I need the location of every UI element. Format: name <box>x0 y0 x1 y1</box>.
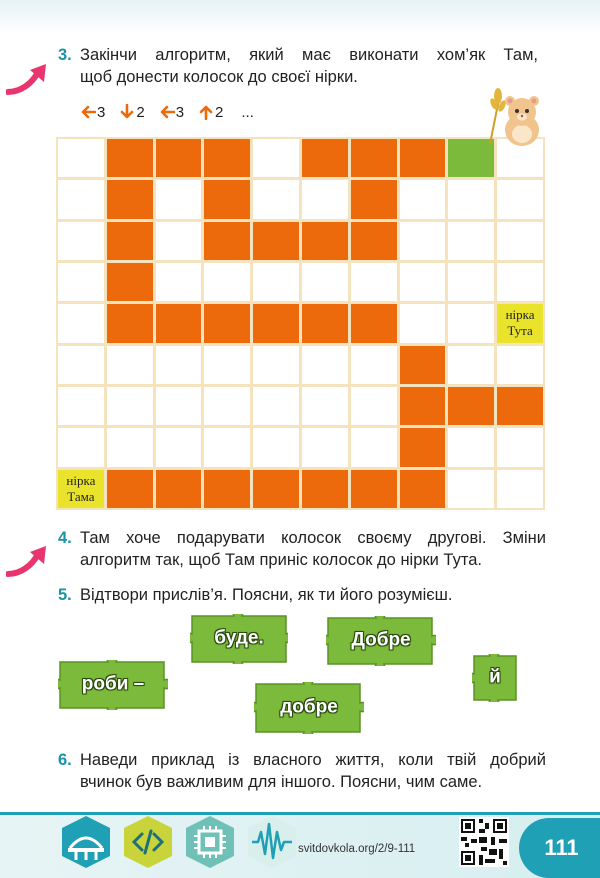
step-value: 2 <box>136 103 145 121</box>
empty-cell <box>204 263 250 301</box>
path-cell <box>400 346 446 384</box>
empty-cell <box>107 346 153 384</box>
task-number: 6. <box>58 751 72 769</box>
empty-cell <box>497 470 543 508</box>
empty-cell <box>400 180 446 218</box>
path-cell <box>253 222 299 260</box>
task-number: 3. <box>58 46 72 64</box>
task-text: вчинок був важливим для іншого. Поясни, чим саме. <box>80 773 483 791</box>
path-cell <box>351 304 397 342</box>
algorithm-step <box>198 104 223 121</box>
empty-cell <box>400 222 446 260</box>
burrow-tam <box>58 470 104 508</box>
empty-cell <box>302 180 348 218</box>
task-text: Закінчи алгоритм, який має виконати хом’як Там, <box>80 46 538 64</box>
path-cell <box>253 470 299 508</box>
path-cell <box>400 139 446 177</box>
path-cell <box>351 139 397 177</box>
task-number: 5. <box>58 586 72 604</box>
empty-cell <box>253 180 299 218</box>
puzzle-piece[interactable] <box>326 616 436 666</box>
step-value: 3 <box>97 103 106 121</box>
empty-cell <box>497 346 543 384</box>
burrow-label: Тута <box>507 323 533 339</box>
step-value: 3 <box>175 103 185 121</box>
path-cell <box>156 304 202 342</box>
path-cell <box>204 470 250 508</box>
path-cell <box>204 304 250 342</box>
algorithm-step <box>80 104 105 121</box>
arrow-left-icon <box>159 104 175 120</box>
task-3 <box>58 44 540 90</box>
puzzle-word: Добре <box>351 629 411 651</box>
burrow-label: нірка <box>66 472 96 488</box>
footer-url[interactable]: svitdovkola.org/2/9-111 <box>298 843 416 855</box>
empty-cell <box>253 346 299 384</box>
path-cell <box>448 387 494 425</box>
empty-cell <box>448 428 494 466</box>
empty-cell <box>448 346 494 384</box>
algorithm-continue: ... <box>241 103 254 121</box>
burrow-tut <box>497 304 543 342</box>
path-cell <box>107 470 153 508</box>
algorithm-row <box>80 101 254 123</box>
path-cell <box>351 180 397 218</box>
empty-cell <box>351 346 397 384</box>
soundwave-icon <box>244 814 300 870</box>
path-cell <box>156 470 202 508</box>
empty-cell <box>302 346 348 384</box>
task-text: Там хоче подарувати колосок своєму другові. Зміни <box>80 529 546 547</box>
empty-cell <box>302 387 348 425</box>
page-number: 111 <box>519 818 600 878</box>
empty-cell <box>58 222 104 260</box>
qr-code-icon[interactable] <box>459 817 509 867</box>
code-icon <box>120 814 176 870</box>
path-cell <box>204 222 250 260</box>
empty-cell <box>448 180 494 218</box>
chip-icon <box>182 814 238 870</box>
arrow-up-icon <box>198 104 214 120</box>
empty-cell <box>58 180 104 218</box>
empty-cell <box>107 387 153 425</box>
empty-cell <box>497 263 543 301</box>
empty-cell <box>253 387 299 425</box>
empty-cell <box>302 428 348 466</box>
algorithm-step <box>159 104 184 121</box>
task-5 <box>58 584 548 608</box>
empty-cell <box>204 346 250 384</box>
pointer-arrow-icon <box>6 544 48 578</box>
task-text: Наведи приклад із власного життя, коли твій добрий <box>80 751 546 769</box>
task-text: алгоритм так, щоб Там приніс колосок до нірки Тута. <box>80 551 482 569</box>
path-cell <box>204 139 250 177</box>
empty-cell <box>497 428 543 466</box>
empty-cell <box>448 222 494 260</box>
empty-cell <box>448 470 494 508</box>
path-cell <box>156 139 202 177</box>
puzzle-word: й <box>489 666 501 688</box>
puzzle-piece[interactable] <box>190 614 288 664</box>
path-cell <box>107 304 153 342</box>
path-cell <box>107 139 153 177</box>
empty-cell <box>351 428 397 466</box>
path-cell <box>302 222 348 260</box>
empty-cell <box>156 222 202 260</box>
empty-cell <box>58 387 104 425</box>
empty-cell <box>302 263 348 301</box>
empty-cell <box>156 387 202 425</box>
path-cell <box>302 139 348 177</box>
algorithm-step <box>119 104 144 121</box>
empty-cell <box>58 304 104 342</box>
empty-cell <box>58 346 104 384</box>
puzzle-piece[interactable] <box>472 654 518 702</box>
path-cell <box>497 387 543 425</box>
burrow-label: Тама <box>67 488 95 504</box>
burrow-label: нірка <box>505 307 535 323</box>
empty-cell <box>253 263 299 301</box>
path-cell <box>107 263 153 301</box>
empty-cell <box>497 222 543 260</box>
empty-cell <box>58 263 104 301</box>
path-cell <box>400 428 446 466</box>
empty-cell <box>448 304 494 342</box>
puzzle-piece[interactable] <box>254 682 364 734</box>
empty-cell <box>253 428 299 466</box>
task-4 <box>58 527 548 573</box>
bridge-icon <box>58 814 114 870</box>
empty-cell <box>204 387 250 425</box>
path-cell <box>302 470 348 508</box>
arrow-down-icon <box>119 104 135 120</box>
empty-cell <box>58 139 104 177</box>
task-text: щоб донести колосок до своєї нірки. <box>80 68 358 86</box>
puzzle-piece[interactable] <box>58 660 168 710</box>
path-cell <box>302 304 348 342</box>
path-cell <box>400 470 446 508</box>
task-text: Відтвори прислів’я. Поясни, як ти його розумієш. <box>80 586 453 604</box>
empty-cell <box>351 263 397 301</box>
puzzle-word: добре <box>280 696 338 718</box>
path-cell <box>351 222 397 260</box>
empty-cell <box>400 304 446 342</box>
empty-cell <box>156 263 202 301</box>
path-cell <box>351 470 397 508</box>
arrow-left-icon <box>80 104 96 120</box>
path-cell <box>204 180 250 218</box>
pointer-arrow-icon <box>6 62 48 96</box>
empty-cell <box>156 428 202 466</box>
hamster-icon <box>486 86 544 148</box>
empty-cell <box>156 346 202 384</box>
empty-cell <box>58 428 104 466</box>
maze-grid <box>56 137 545 510</box>
empty-cell <box>497 180 543 218</box>
puzzle-word: буде. <box>214 627 264 649</box>
task-number: 4. <box>58 529 72 547</box>
path-cell <box>400 387 446 425</box>
path-cell <box>253 304 299 342</box>
task-6 <box>58 749 548 795</box>
top-band <box>0 0 600 34</box>
empty-cell <box>448 263 494 301</box>
empty-cell <box>204 428 250 466</box>
path-cell <box>107 180 153 218</box>
empty-cell <box>156 180 202 218</box>
empty-cell <box>253 139 299 177</box>
puzzle-word: роби – <box>81 673 145 695</box>
step-value: 2 <box>215 103 224 121</box>
empty-cell <box>400 263 446 301</box>
empty-cell <box>351 387 397 425</box>
empty-cell <box>107 428 153 466</box>
path-cell <box>107 222 153 260</box>
